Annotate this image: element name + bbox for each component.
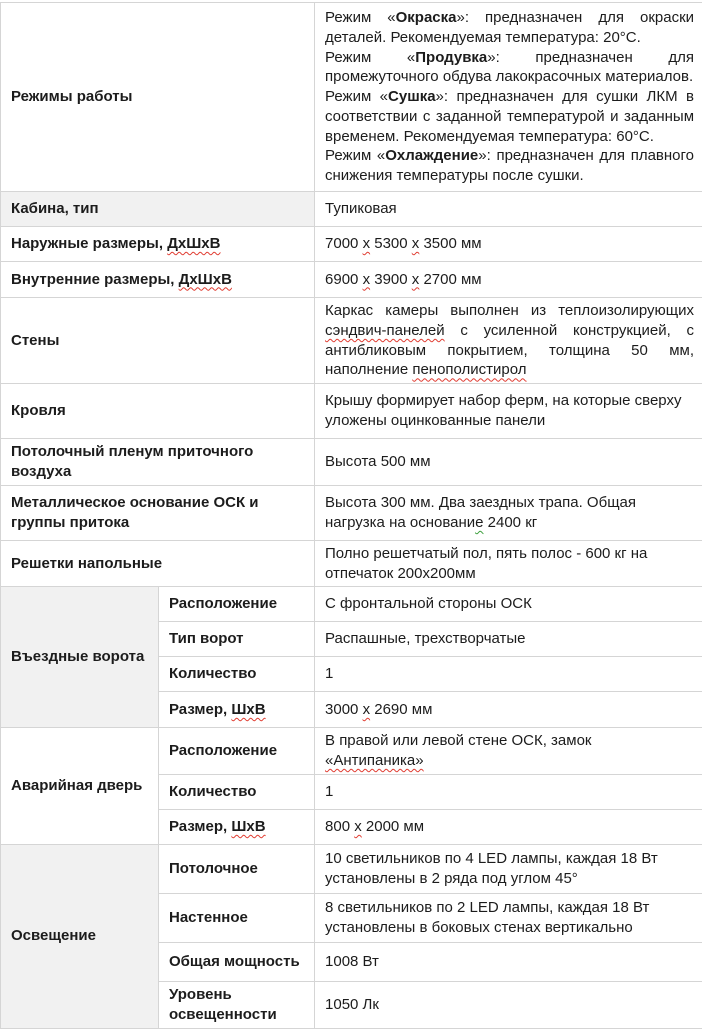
spellcheck-red-text: ШхВ — [231, 701, 265, 718]
table-row — [1, 728, 702, 775]
text-segment: Расположение — [169, 595, 277, 612]
spec-group-cell — [1, 587, 159, 728]
spec-label-cell — [1, 298, 315, 384]
spec-group-cell — [1, 844, 159, 1028]
text-segment: Потолочный пленум приточного воздуха — [11, 443, 253, 480]
spec-sublabel-cell — [159, 942, 315, 981]
text-segment: с усиленной конструкцией, с антибликовым покрытием, толщина 50 мм, наполнение — [325, 322, 694, 379]
text-segment: 1050 Лк — [325, 996, 379, 1013]
text-segment: Высота 500 мм — [325, 453, 431, 470]
value-paragraph — [325, 664, 694, 684]
text-segment: 5300 — [370, 235, 412, 252]
spec-value-cell — [315, 657, 702, 692]
text-segment: Размер, — [169, 701, 231, 718]
spec-value-cell — [315, 485, 702, 540]
spec-value-cell — [315, 439, 702, 486]
spec-sublabel-cell — [159, 587, 315, 622]
spec-sublabel-cell — [159, 809, 315, 844]
text-segment: 1008 Вт — [325, 953, 379, 970]
table-row — [1, 298, 702, 384]
table-row — [1, 439, 702, 486]
text-segment: Въездные ворота — [11, 648, 144, 665]
spec-value-cell — [315, 809, 702, 844]
text-segment: Высота 300 мм. Два заездных трапа. Общая нагрузка на основани — [325, 494, 636, 531]
spec-value-cell — [315, 893, 702, 942]
spec-sublabel-cell — [159, 893, 315, 942]
spec-value-cell — [315, 728, 702, 775]
text-segment: Кабина, тип — [11, 200, 99, 217]
spec-value-cell — [315, 622, 702, 657]
spec-label-cell — [1, 384, 315, 439]
text-segment: 2700 мм — [419, 271, 481, 288]
bold-term: Продувка — [415, 49, 487, 66]
text-segment: 3000 — [325, 701, 363, 718]
spellcheck-red-text: x — [363, 701, 371, 718]
table-row — [1, 384, 702, 439]
spec-label-cell — [1, 262, 315, 298]
spec-label-cell — [1, 192, 315, 227]
spec-label-cell — [1, 227, 315, 262]
text-segment: Полно решетчатый пол, пять полос - 600 кг на отпечаток 200х200мм — [325, 545, 647, 582]
spec-value-cell — [315, 587, 702, 622]
text-segment: »: предназначен для промежуточного обдува лакокрасочных материалов. — [325, 49, 694, 86]
spec-value-cell — [315, 192, 702, 227]
text-segment: 7000 — [325, 235, 363, 252]
table-row — [1, 262, 702, 298]
value-paragraph — [325, 234, 694, 254]
table-row — [1, 3, 702, 192]
value-paragraph — [325, 146, 694, 186]
spec-value-cell — [315, 298, 702, 384]
spec-value-cell — [315, 262, 702, 298]
spec-sublabel-cell — [159, 728, 315, 775]
text-segment: Крышу формирует набор ферм, на которые сверху уложены оцинкованные панели — [325, 392, 681, 429]
spellcheck-red-text: ДхШхВ — [179, 271, 232, 288]
text-segment: Каркас камеры выполнен из теплоизолирующих — [325, 302, 694, 319]
value-paragraph — [325, 995, 694, 1015]
spec-label-cell — [1, 540, 315, 587]
table-row — [1, 587, 702, 622]
text-segment: Количество — [169, 783, 256, 800]
text-segment: Аварийная дверь — [11, 777, 142, 794]
text-segment: Стены — [11, 332, 59, 349]
spec-value-cell — [315, 981, 702, 1028]
spellcheck-red-text: пенополистирол — [412, 361, 526, 378]
table-row — [1, 844, 702, 893]
grammar-green-text: е — [475, 514, 483, 531]
bold-term: Сушка — [388, 88, 436, 105]
spellcheck-red-text: ДхШхВ — [167, 235, 220, 252]
text-segment: Тупиковая — [325, 200, 397, 217]
spec-value-cell — [315, 844, 702, 893]
table-row — [1, 227, 702, 262]
table-row — [1, 540, 702, 587]
text-segment: Наружные размеры, — [11, 235, 167, 252]
text-segment: 2000 мм — [362, 818, 424, 835]
spec-sublabel-cell — [159, 844, 315, 893]
spec-sublabel-cell — [159, 622, 315, 657]
spec-value-cell — [315, 774, 702, 809]
text-segment: »: предназначен для сушки ЛКМ в соответствии с заданной температурой и заданным временем. Рекомендуемая температура: 60°С. — [325, 88, 694, 145]
text-segment: 2400 кг — [483, 514, 537, 531]
text-segment: В правой или левой стене ОСК, замок — [325, 732, 591, 749]
value-paragraph — [325, 493, 694, 533]
text-segment: 800 — [325, 818, 354, 835]
spec-sublabel-cell — [159, 692, 315, 728]
spec-table — [0, 2, 702, 1029]
text-segment: Уровень освещенности — [169, 986, 277, 1023]
text-segment: Кровля — [11, 402, 66, 419]
value-paragraph — [325, 817, 694, 837]
text-segment: Режим « — [325, 49, 415, 66]
spec-value-cell — [315, 3, 702, 192]
spellcheck-red-text: x — [412, 235, 420, 252]
spellcheck-red-text: сэндвич-панелей — [325, 322, 445, 339]
text-segment: Количество — [169, 665, 256, 682]
spellcheck-red-text: x — [354, 818, 362, 835]
table-row — [1, 192, 702, 227]
value-paragraph — [325, 8, 694, 48]
text-segment: Размер, — [169, 818, 231, 835]
spec-label-cell — [1, 3, 315, 192]
bold-term: Окраска — [396, 9, 457, 26]
value-paragraph — [325, 898, 694, 938]
spellcheck-red-text: x — [363, 235, 371, 252]
value-paragraph — [325, 849, 694, 889]
text-segment: 3500 мм — [419, 235, 481, 252]
bold-term: Охлаждение — [385, 147, 478, 164]
value-paragraph — [325, 594, 694, 614]
value-paragraph — [325, 731, 694, 771]
value-paragraph — [325, 952, 694, 972]
text-segment: »: предназначен для плавного снижения температуры после сушки. — [325, 147, 694, 184]
spellcheck-red-text: ШхВ — [231, 818, 265, 835]
text-segment: »: предназначен для окраски деталей. Рекомендуемая температура: 20°С. — [325, 9, 694, 46]
spec-value-cell — [315, 942, 702, 981]
value-paragraph — [325, 700, 694, 720]
text-segment: Потолочное — [169, 860, 258, 877]
text-segment: Режим « — [325, 147, 385, 164]
value-paragraph — [325, 301, 694, 380]
value-paragraph — [325, 629, 694, 649]
text-segment: Металлическое основание ОСК и группы притока — [11, 494, 259, 531]
text-segment: 6900 — [325, 271, 363, 288]
text-segment: 10 светильников по 4 LED лампы, каждая 18 Вт установлены в 2 ряда под углом 45° — [325, 850, 658, 887]
spec-value-cell — [315, 227, 702, 262]
spec-sublabel-cell — [159, 981, 315, 1028]
text-segment: 2690 мм — [370, 701, 432, 718]
spellcheck-red-text: «Антипаника» — [325, 752, 424, 769]
spellcheck-red-text: x — [363, 271, 371, 288]
text-segment: Тип ворот — [169, 630, 244, 647]
text-segment: Решетки напольные — [11, 555, 162, 572]
text-segment: Режим « — [325, 9, 396, 26]
text-segment: Режимы работы — [11, 88, 132, 105]
text-segment: Распашные, трехстворчатые — [325, 630, 526, 647]
text-segment: 8 светильников по 2 LED лампы, каждая 18 Вт установлены в боковых стенах вертикально — [325, 899, 649, 936]
spec-label-cell — [1, 485, 315, 540]
text-segment: Расположение — [169, 742, 277, 759]
spec-group-cell — [1, 728, 159, 845]
text-segment: Внутренние размеры, — [11, 271, 179, 288]
text-segment: Общая мощность — [169, 953, 300, 970]
spec-value-cell — [315, 692, 702, 728]
value-paragraph — [325, 48, 694, 88]
spec-sublabel-cell — [159, 657, 315, 692]
text-segment: 1 — [325, 665, 333, 682]
spec-value-cell — [315, 384, 702, 439]
value-paragraph — [325, 87, 694, 146]
spec-label-cell — [1, 439, 315, 486]
text-segment: 3900 — [370, 271, 412, 288]
value-paragraph — [325, 270, 694, 290]
text-segment: Освещение — [11, 927, 96, 944]
text-segment: Настенное — [169, 909, 248, 926]
value-paragraph — [325, 452, 694, 472]
value-paragraph — [325, 544, 694, 584]
text-segment: 1 — [325, 783, 333, 800]
value-paragraph — [325, 782, 694, 802]
table-row — [1, 485, 702, 540]
value-paragraph — [325, 199, 694, 219]
text-segment: Режим « — [325, 88, 388, 105]
spec-value-cell — [315, 540, 702, 587]
spec-sublabel-cell — [159, 774, 315, 809]
value-paragraph — [325, 391, 694, 431]
text-segment: С фронтальной стороны ОСК — [325, 595, 532, 612]
spellcheck-red-text: x — [412, 271, 420, 288]
